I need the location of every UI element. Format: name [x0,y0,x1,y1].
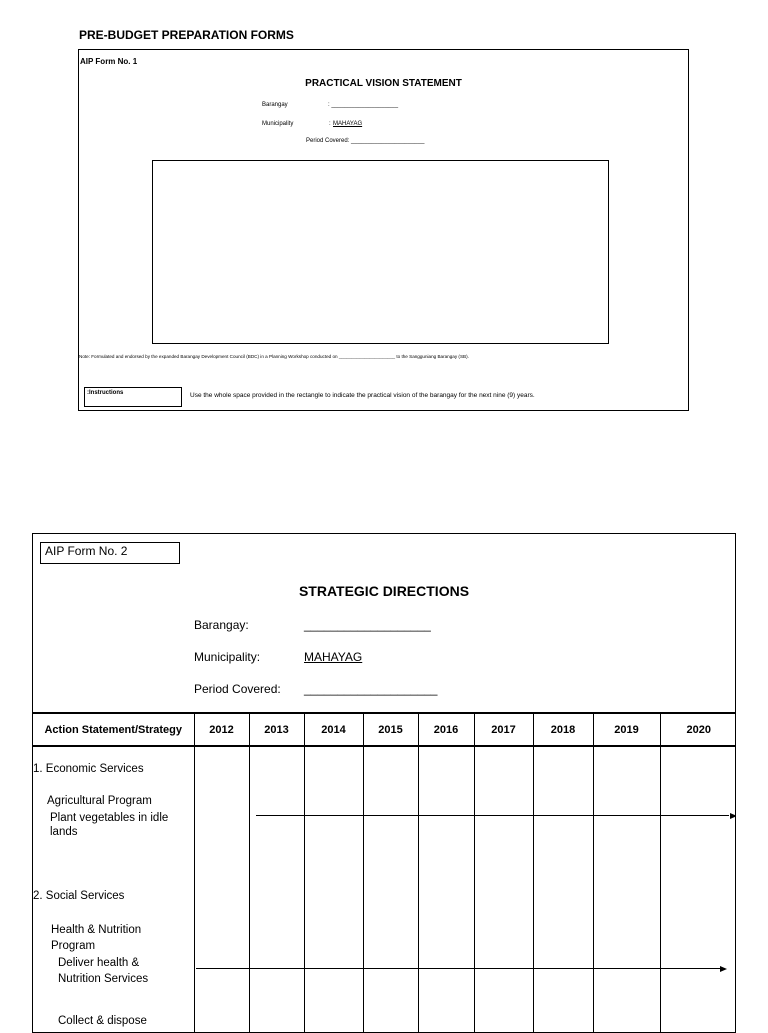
collect-dispose-label: Collect & dispose [58,1015,147,1027]
year-cell[interactable] [194,746,249,1033]
plant-vegetables-label: Plant vegetables in idle lands [50,812,169,838]
year-cell[interactable] [533,746,593,1033]
year-cell[interactable] [418,746,474,1033]
social-services-label: 2. Social Services [33,890,125,902]
arrow-head-icon [720,966,727,972]
form2-number [40,542,180,564]
year-header: 2014 [304,713,363,746]
form2-barangay-field[interactable]: ___________________ [304,618,431,632]
year-cell[interactable] [304,746,363,1033]
year-header: 2013 [249,713,304,746]
agricultural-program-label: Agricultural Program [47,795,152,807]
arrow-head-icon [730,813,736,819]
form1-number: AIP Form No. 1 [80,57,138,66]
health-nutrition-program-label: Health & Nutrition Program [51,924,142,952]
action-strategy-header: Action Statement/Strategy [33,713,194,746]
form2-title: STRATEGIC DIRECTIONS [298,583,470,599]
health-timeline-arrow-line [196,968,720,969]
year-cell[interactable] [249,746,304,1033]
form1-municipality-colon: : [329,121,331,127]
instructions-label-box [84,387,182,407]
year-header: 2017 [474,713,533,746]
form1-barangay-label: Barangay [262,102,288,108]
form2-municipality-value: MAHAYAG [304,650,363,664]
year-header: 2018 [533,713,593,746]
year-header: 2015 [363,713,418,746]
form1-barangay-field[interactable]: : ____________________ [328,102,399,108]
year-cell[interactable] [363,746,418,1033]
year-cell[interactable] [660,746,736,1033]
page-heading: PRE-BUDGET PREPARATION FORMS [79,28,294,42]
year-header: 2016 [418,713,474,746]
year-header: 2019 [593,713,660,746]
form1-title: PRACTICAL VISION STATEMENT [305,78,462,89]
vision-statement-box[interactable] [152,160,609,344]
form2-barangay-label: Barangay: [194,618,249,632]
form2-municipality-label: Municipality: [194,650,261,664]
form1-municipality-label: Municipality [262,121,294,127]
year-cell[interactable] [474,746,533,1033]
aip-form-2 [32,533,736,1033]
economic-services-label: 1. Economic Services [33,763,144,775]
instructions-label: :Instructions [87,390,124,396]
form2-period-field[interactable]: ____________________ [304,682,438,696]
instructions-text: Use the whole space provided in the rectangle to indicate the practical vision of the barangay for the next nine (9) years. [190,392,535,399]
aip-form-1 [78,49,689,411]
year-header: 2020 [660,713,736,746]
form1-period-covered[interactable]: Period Covered: ______________________ [306,138,425,144]
action-strategy-cell [33,746,194,1033]
form2-number-text: AIP Form No. 2 [45,544,128,558]
form1-municipality-value: MAHAYAG [333,121,363,127]
year-cell[interactable] [593,746,660,1033]
form1-note: Note: Formulated and endorsed by the expanded Barangay Development Council (BDC) in a Planning Workshop conducted on ______________________ to the Sangguniang Barangay (SB). [79,354,469,359]
year-header: 2012 [194,713,249,746]
agri-timeline-arrow-line [256,815,729,816]
form2-period-label: Period Covered: [194,682,281,696]
deliver-services-label: Deliver health & Nutrition Services [58,957,149,985]
strategic-directions-table [33,712,736,1033]
